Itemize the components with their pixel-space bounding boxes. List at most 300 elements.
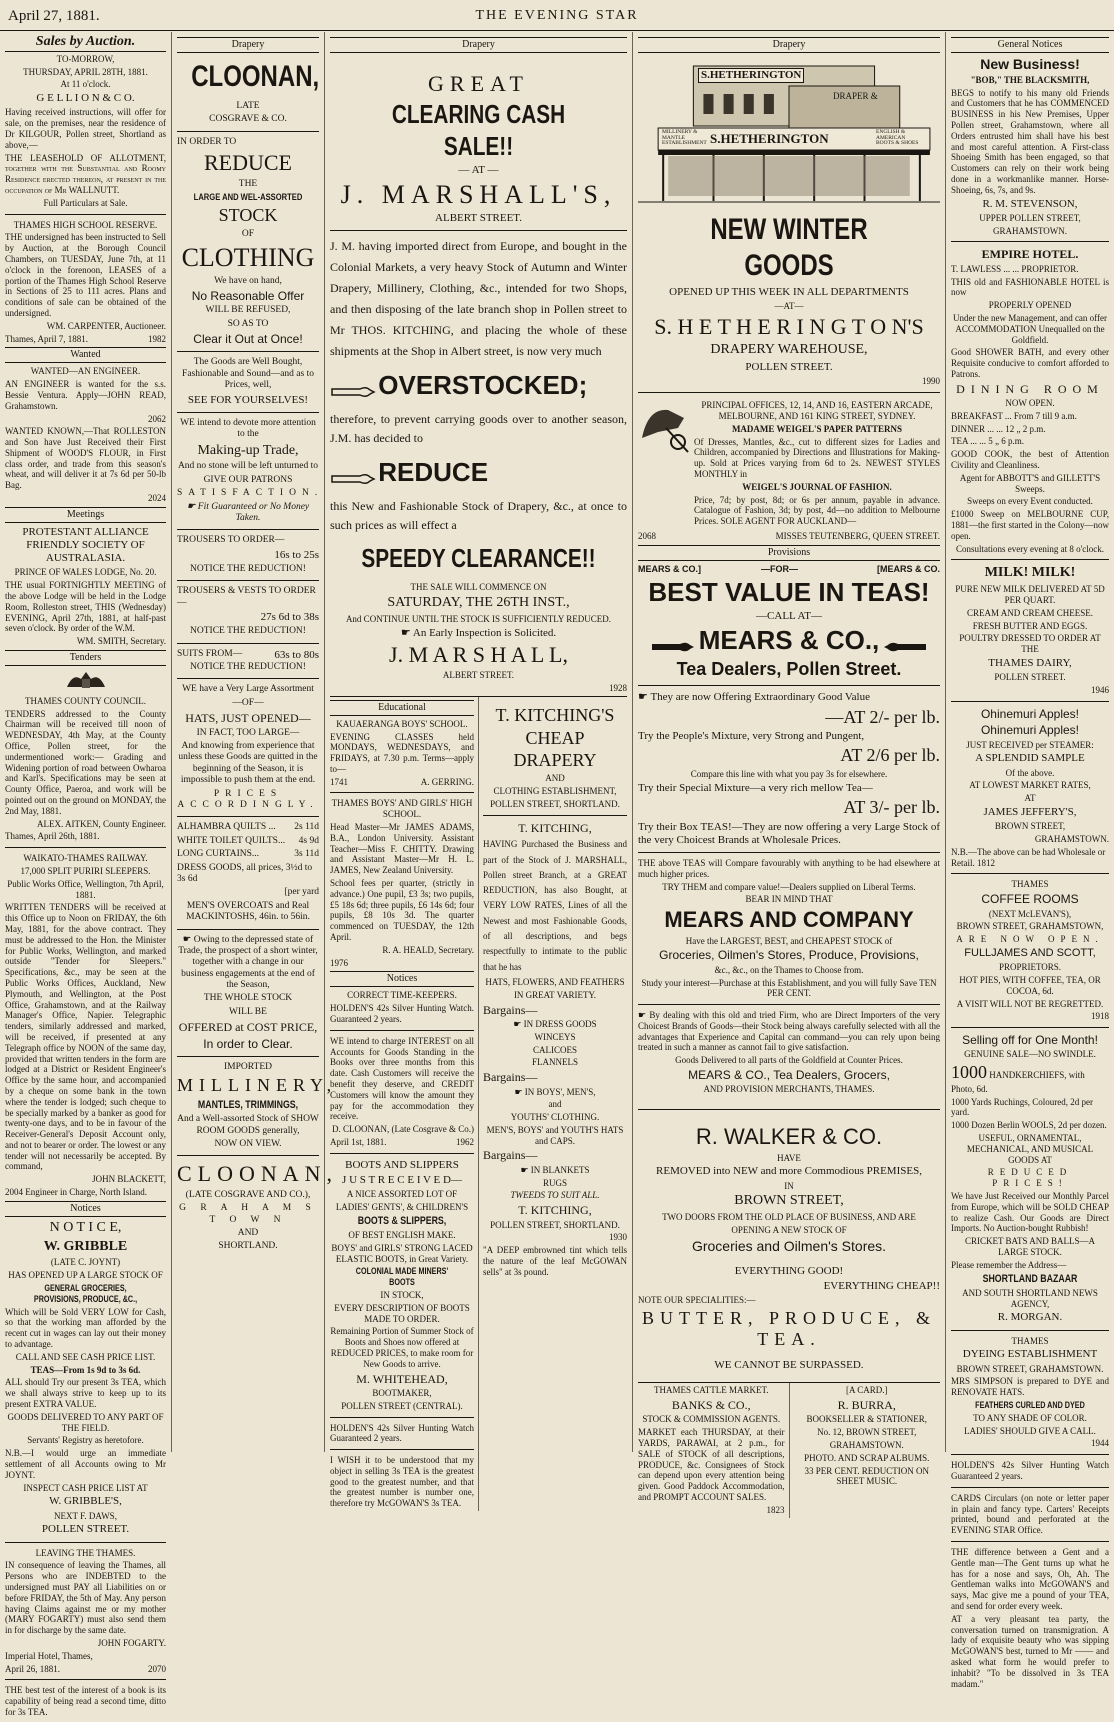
clear2-text: In order to Clear. <box>203 1036 293 1051</box>
above-text: THE above TEAS will Compare favourably with anything to be had elsewhere at much higher prices. <box>638 857 940 879</box>
gribble-late: (LATE C. JOYNT) <box>50 1257 121 1268</box>
refused-text: WILL BE REFUSED, <box>205 305 291 316</box>
pointing-hand-icon: ☛ <box>514 1086 523 1097</box>
morgan-text: R. MORGAN. <box>997 1311 1063 1324</box>
difference-text: THE difference between a Gent and a Gentle man—The Gent turns up what he has for a nose and says, Oh, Ah. The Gentleman walks into McGOWAN'S and says, Mac give me a pound of your TEA, and send for order every week. <box>951 1546 1109 1611</box>
trousers-price: 16s to 25s <box>274 548 319 561</box>
pollen-text: POLLEN STREET. <box>745 361 833 374</box>
give-text: GIVE OUR PATRONS <box>203 474 293 485</box>
walker-cheap: EVERYTHING CHEAP!! <box>823 1279 940 1292</box>
whole-text: THE WHOLE STOCK <box>203 993 293 1004</box>
stock-text: STOCK <box>218 205 278 226</box>
interest-no: 1962 <box>456 1137 474 1147</box>
pointing-hand-icon <box>882 637 928 657</box>
wehave-text: We have on hand, <box>214 275 282 286</box>
sign-top: S.HETHERINGTON <box>698 68 804 83</box>
fulljames-title: FULLJAMES AND SCOTT, <box>964 946 1096 959</box>
sweeps-text: Sweeps on every Event conducted. <box>967 496 1093 507</box>
fit-text: ☛ Fit Guaranteed or No Money Taken. <box>186 501 310 523</box>
burra-role: BOOKSELLER & STATIONER, <box>806 1414 928 1425</box>
wools-text: 1000 Dozen Berlin WOOLS, 2d per dozen. <box>951 1120 1107 1131</box>
trousers-label: TROUSERS TO ORDER— <box>177 535 285 546</box>
walker-cannot: WE CANNOT BE SURPASSED. <box>714 1358 864 1371</box>
masthead <box>0 0 1114 31</box>
burra-photo: PHOTO. AND SCRAP ALBUMS. <box>804 1452 930 1463</box>
pointing-hand-icon: ☛ <box>638 691 648 704</box>
above-text-5: Of the above. <box>1005 767 1055 778</box>
speedy-text: SPEEDY CLEARANCE!! <box>361 542 596 573</box>
milk-title: MILK! MILK! <box>984 565 1076 581</box>
educational-header: Educational <box>330 700 474 716</box>
new-business: New Business! <box>980 56 1080 72</box>
leaving-body: IN consequence of leaving the Thames, all Persons who are INDEBTED to the undersigned must PAY all Liabilities on or before FRIDAY, the 5th of May. Any person having Claims against me or my mother (MARY FOGARTY) must also send them in for discharge by the same date. <box>5 1560 166 1636</box>
sale-date: SATURDAY, THE 26TH INST., <box>387 594 570 610</box>
dye-thames: THAMES <box>1011 1335 1049 1346</box>
deep-text: "A DEEP embrowned tint which tells the nature of the leaf McGOWAN sells" at 3s pound. <box>483 1245 627 1277</box>
cloonan-cosgrave: COSGRAVE & CO. <box>209 114 287 125</box>
vests-label: TROUSERS & VESTS TO ORDER— <box>177 586 316 608</box>
empire-bath: Good SHOWER BATH, and every other Requisite conducive to comfort afforded to Patrons. <box>951 347 1109 379</box>
gribble-opened: HAS OPENED UP A LARGE STOCK OF <box>8 1270 163 1281</box>
goods-text: The Goods are Well Bought, Fashionable and Sound—and as to Prices, well, <box>182 357 314 391</box>
sign-left: MILLINERY & MANTLE ESTABLISHMENT <box>662 129 707 146</box>
dyeing-title: DYEING ESTABLISHMENT <box>962 1348 1098 1361</box>
commence-text: THE SALE WILL COMMENCE ON <box>410 582 547 593</box>
steamer-text: JUST RECEIVED per STEAMER: <box>966 739 1094 750</box>
try-2: Try their Special Mixture—a very rich mellow Tea— <box>638 781 873 794</box>
kitching-street-3: POLLEN STREET, SHORTLAND. <box>490 1219 620 1230</box>
town-text: G R A H A M S T O W N <box>179 1203 317 1225</box>
notice-1: NOTICE THE REDUCTION! <box>190 563 306 574</box>
walker-everything: EVERYTHING GOOD! <box>734 1264 844 1277</box>
dairy-title: THAMES DAIRY, <box>988 657 1072 670</box>
rail-sign2: Engineer in Charge, North Island. <box>25 1187 148 1198</box>
leaving-no: 2070 <box>148 1663 166 1674</box>
apples-title-2: Ohinemuri Apples! <box>980 723 1080 738</box>
monthly-text: We have Just Received our Monthly Parcel from Europe, which will be SOLD CHEAP to realize Cash. Our Goods are Direct Imports. No Auction-bought Rubbish! <box>951 1191 1109 1234</box>
hs-fees: School fees per quarter, (strictly in advance.) One pupil, £3 3s; two pupils, £5 18s 6d; three pupils, £6 14s 6d; four pupils, £8 10s 3d. The quarter commenced on TUESDAY, the 12th April. <box>330 878 474 943</box>
compare-text: Compare this line with what you pay 3s for elsewhere. <box>690 768 888 779</box>
bargains-2-a: ☛ IN BOYS', MEN'S, <box>514 1086 596 1097</box>
rail-title: WAIKATO-THAMES RAILWAY. <box>23 853 148 864</box>
gribble-at: W. GRIBBLE'S, <box>49 1495 122 1508</box>
call-at: —CALL AT— <box>756 609 822 622</box>
pointing-hand-icon: ☛ <box>638 1010 647 1021</box>
bargains-1-d: FLANNELS <box>531 1057 578 1068</box>
kitching-hats: HATS, FLOWERS, AND FEATHERS <box>485 976 625 987</box>
whitehead-name: M. WHITEHEAD, <box>356 1371 448 1386</box>
marshall-no: 1928 <box>609 682 627 693</box>
bazaar-title: SHORTLAND BAZAAR <box>982 1272 1078 1285</box>
drapery-warehouse: DRAPERY WAREHOUSE, <box>710 342 868 358</box>
ladies-call: LADIES' SHOULD GIVE A CALL. <box>964 1425 1096 1436</box>
dairy-no: 1946 <box>1091 685 1109 696</box>
bob-body: BEGS to notify to his many old Friends and Customers that he has COMMENCED BUSINESS in his New Premises, Upper Pollen street, Grahamstown, where all Orders entrusted him shall have his best and most careful attention. A First-class Shoeing Smith has been engaged, so that Customers can rely on their work being done in a workmanlike manner. Horse-Shoeing, 6s, 7s, and 9s. <box>951 87 1109 195</box>
prices-text: PRICES ACCORDINGLY. <box>177 788 319 810</box>
news-text: AND SOUTH SHORTLAND NEWS AGENCY, <box>962 1287 1098 1309</box>
hs-sign: R. A. HEALD, Secretary. <box>382 944 474 955</box>
burra-discount: 33 PER CENT. REDUCTION ON SHEET MUSIC. <box>804 1465 930 1487</box>
leaving-date: April 26, 1881. <box>5 1663 60 1674</box>
sign-draper: DRAPER & <box>833 91 878 101</box>
useful-text: USEFUL, ORNAMENTAL, MECHANICAL, AND MUSICAL GOODS AT <box>966 1133 1094 1165</box>
wanted-no: 2062 <box>148 413 166 424</box>
tenders-header: Tenders <box>5 650 166 666</box>
bargains-2-b: and <box>548 1099 562 1110</box>
received-text: J U S T R E C E I V E D— <box>342 1173 462 1186</box>
coffee-next: (NEXT McLEVAN'S), <box>988 908 1072 919</box>
watch-title: CORRECT TIME-KEEPERS. <box>347 990 457 1001</box>
rail-office: Public Works Office, Wellington, 7th April, 1881. <box>7 878 164 900</box>
offering-text: ☛ They are now Offering Extraordinary Good Value <box>638 691 870 704</box>
provisions-header: Provisions <box>638 545 940 561</box>
meet-sign: WM. SMITH, Secretary. <box>76 636 166 647</box>
pointing-hand-icon: ☛ <box>186 501 196 512</box>
study-text: Study your interest—Purchase at this Establishment, and you will fully Save TEN PER CENT. <box>641 977 937 999</box>
gribble-name: W. GRIBBLE <box>43 1238 128 1254</box>
walker-removed: REMOVED into NEW and more Commodious PREMISES, <box>656 1165 922 1178</box>
bargains-2: Bargains— <box>483 1070 538 1085</box>
reserve-no: 1982 <box>148 333 166 344</box>
assorted-text: A NICE ASSORTED LOT OF <box>346 1189 458 1200</box>
column-4 <box>633 32 946 1515</box>
auction-header: Sales by Auction. <box>5 34 166 52</box>
watch2-text: HOLDEN'S 42s Silver Hunting Watch Guaranteed 2 years. <box>330 1422 474 1444</box>
dye-no: 1944 <box>1091 1438 1109 1449</box>
fj-prop: PROPRIETORS. <box>998 962 1062 973</box>
shade-text: TO ANY SHADE OF COLOR. <box>973 1412 1087 1423</box>
kitching-clothing: CLOTHING ESTABLISHMENT, <box>493 786 617 797</box>
cloonan-title: CLOONAN, <box>191 60 320 93</box>
owing-text: ☛ Owing to the depressed state of Trade, the prospect of a short winter, together with a change in our business engagements at the end of the Season, <box>178 934 318 991</box>
empire-open: PROPERLY OPENED <box>988 300 1072 311</box>
banks-title: BANKS & CO., <box>671 1397 751 1412</box>
reduce-line: REDUCE <box>330 457 627 489</box>
wish-text: I WISH it to be understood that my object in selling 3s TEA is the greatest good to the greatest number, and that the greatest number is number one, therefore try McGOWAN'S 3s TEA. <box>330 1455 474 1509</box>
kau-no: 1741 <box>330 776 348 787</box>
dining-title: DINING ROOM <box>956 381 1104 396</box>
leaving-place: Imperial Hotel, Thames, <box>5 1650 93 1661</box>
walker-in: IN <box>784 1180 794 1191</box>
clear-text: Clear it Out at Once! <box>193 332 303 347</box>
dealing-text: ☛ By dealing with this old and tried Firm, who are Direct Importers of the very Choicest Brands of Goods—their Stock being always carefully selected with all the advantages that Experience and Capital can command—you can rely upon being treated in such a manner as cannot fail to give satisfaction. <box>638 1010 940 1053</box>
english-text: OF BEST ENGLISH MAKE. <box>348 1229 456 1240</box>
at-text-5: AT <box>1024 793 1036 804</box>
instock-text: IN STOCK, <box>380 1289 424 1300</box>
albert-street-2: ALBERT STREET. <box>442 670 515 681</box>
suits-label: SUITS FROM— 63s to 80s <box>177 648 319 661</box>
notices-header-3: Notices <box>330 971 474 987</box>
breakfast-text: BREAKFAST ... From 7 till 9 a.m. <box>951 410 1077 421</box>
hetherington-title: S. H E T H E R I N G T O N'S <box>654 313 924 339</box>
consult-text: Consultations every evening at 8 o'clock. <box>955 543 1105 554</box>
remember-text: Please remember the Address— <box>951 1259 1067 1270</box>
pointing-hand-icon <box>330 469 376 489</box>
walker-butter: BUTTER, PRODUCE, & TEA. <box>641 1307 936 1350</box>
council-date: Thames, April 26th, 1881. <box>5 831 100 842</box>
colonial-text: COLONIAL MADE MINERS' BOOTS <box>355 1266 449 1288</box>
lawless-text: T. LAWLESS ... ... PROPRIETOR. <box>951 263 1079 274</box>
kitching-body: HAVING Purchased the Business and part of the Stock of J. MARSHALL, Pollen street Branch, at a GREAT REDUCTION, has also Bought, at VERY LOW RATES, Lines of all the Newest and most Fashionable Goods, of all descriptions, and begs respectfully to intimate to the public that he has <box>483 839 627 972</box>
drapery-header-3: Drapery <box>330 37 627 53</box>
making-text: Making-up Trade, <box>197 442 299 458</box>
visit-text: A VISIT WILL NOT BE REGRETTED. <box>956 998 1104 1009</box>
wanted-header: Wanted <box>5 347 166 363</box>
issue-date: April 27, 1881. <box>8 8 100 24</box>
item-4-unit: [per yard <box>284 887 319 898</box>
kau-sign: A. GERRING. <box>420 776 474 787</box>
gribble-notice: N O T I C E, <box>49 1219 122 1235</box>
bargains-2-c: YOUTHS' CLOTHING. <box>510 1112 600 1123</box>
the-text: THE <box>238 178 258 189</box>
pointing-hand-icon: ☛ <box>513 1018 522 1029</box>
mears-prov: AND PROVISION MERCHANTS, THAMES. <box>703 1084 875 1095</box>
leaving-title: LEAVING THE THAMES. <box>35 1547 136 1558</box>
drapery-header-4: Drapery <box>638 37 940 53</box>
kitching-no: 1930 <box>609 1232 627 1243</box>
dye-addr: BROWN STREET, GRAHAMSTOWN. <box>956 1363 1104 1374</box>
hats-of: —OF— <box>232 697 264 708</box>
kitching-variety: IN GREAT VARIETY. <box>513 989 597 1000</box>
best-value: BEST VALUE IN TEAS! <box>648 576 930 607</box>
empire-title: EMPIRE HOTEL. <box>981 247 1079 262</box>
hats-body: And knowing from experience that unless these Goods are quitted in the beginning of the Season, it is impossible to push them at the end. <box>178 741 318 786</box>
walker-opening: OPENING A NEW STOCK OF <box>731 1225 847 1236</box>
thames-text: &c., &c., on the Thames to Choose from. <box>714 964 864 975</box>
hs-title: THAMES BOYS' AND GIRLS' HIGH SCHOOL. <box>331 798 473 820</box>
cloonan-late-2: (LATE COSGRAVE AND CO.), <box>185 1189 311 1200</box>
walker-title: R. WALKER & CO. <box>695 1124 883 1150</box>
bob-title: "BOB," THE BLACKSMITH, <box>970 74 1090 85</box>
continue-text: And CONTINUE UNTIL THE STOCK IS SUFFICIENTLY REDUCED. <box>345 613 612 624</box>
notices-header: Notices <box>5 1201 166 1217</box>
gribble-goods: GOODS DELIVERED TO ANY PART OF THE FIELD. <box>7 1411 164 1433</box>
shop-illustration <box>638 56 940 206</box>
banks-role: STOCK & COMMISSION AGENTS. <box>642 1414 781 1425</box>
bottom-text: THE best test of the interest of a book is its capability of being read a second time, ditto for 3s TEA. <box>5 1685 166 1717</box>
leaving-sign: JOHN FOGARTY. <box>97 1637 166 1648</box>
order-text: IN ORDER TO <box>177 136 237 147</box>
bear-text: BEAR IN MIND THAT <box>745 894 833 905</box>
trythem-text: TRY THEM and compare value!—Dealers supplied on Liberal Terms. <box>662 881 916 892</box>
reserve-sign: WM. CARPENTER, Auctioneer. <box>46 320 166 331</box>
boots-slippers: BOOTS & SLIPPERS, <box>357 1214 447 1227</box>
general-notices-header: General Notices <box>951 37 1109 53</box>
marshall-title-2: J. M A R S H A L L, <box>389 641 568 667</box>
agent-text: Agent for ABBOTT'S and GILLETT'S Sweeps. <box>959 472 1101 494</box>
column-1 <box>0 32 172 1717</box>
clothing-text: CLOTHING <box>181 243 315 273</box>
mears-and-company: MEARS AND COMPANY <box>664 907 914 933</box>
delivered-text: Goods Delivered to all parts of the Goldfield at Counter Prices. <box>675 1055 903 1066</box>
party-text: AT a very pleasant tea party, the conversation turned on transmigration. A lady of exquisite beauty who was sipping McGOWAN'S best, turned to Mr —— and asked what form he would prefer to inhabit? "To be dissolved in 3s TEA madam." <box>951 1613 1109 1689</box>
bargains-3-a: ☛ IN BLANKETS <box>520 1164 590 1175</box>
mears-right: [MEARS & CO. <box>877 563 940 574</box>
albert-street: ALBERT STREET. <box>435 212 522 225</box>
genuine-text: GENUINE SALE—NO SWINDLE. <box>964 1049 1096 1060</box>
rail-no: 2004 <box>5 1187 23 1198</box>
rail-sub: 17,000 SPLIT PURIRI SLEEPERS. <box>20 865 151 876</box>
mears-left: MEARS & CO.] <box>638 563 701 574</box>
sale-text: CLEARING CASH SALE!! <box>391 99 566 161</box>
council-sign: ALEX. AITKEN, County Engineer. <box>37 818 166 829</box>
kitching-cheap: CHEAP DRAPERY <box>513 728 597 770</box>
coffee-thames: THAMES <box>1011 879 1049 890</box>
meetings-header: Meetings <box>5 507 166 523</box>
apples-title: Ohinemuri Apples! <box>980 706 1080 721</box>
auction-body: Having received instructions, will offer for sale, on the premises, near the residence of Dr KILGOUR, Pollen street, Shortland as above,— <box>5 107 166 150</box>
gribble-call: CALL AND SEE CASH PRICE LIST. <box>15 1351 156 1362</box>
bob-addr: UPPER POLLEN STREET, <box>979 212 1081 223</box>
boots-title: BOOTS AND SLIPPERS <box>345 1158 459 1171</box>
hand-scissors-icon <box>638 398 694 529</box>
bargains-3: Bargains— <box>483 1148 538 1163</box>
mears-title-line: MEARS & CO., <box>638 625 940 657</box>
coffee-open: ARE NOW OPEN. <box>956 934 1104 945</box>
gribble-stock: GENERAL GROCERIES, PROVISIONS, PRODUCE, &C., <box>33 1283 138 1304</box>
walker-note: NOTE OUR SPECIALITIES:— <box>638 1295 756 1305</box>
poultry-text: POULTRY DRESSED TO ORDER AT THE <box>959 633 1101 655</box>
weigel-title: MADAME WEIGEL'S PAPER PATTERNS <box>731 423 903 434</box>
cost-text: OFFERED at COST PRICE, <box>178 1020 318 1035</box>
walker-doors: TWO DOORS FROM THE OLD PLACE OF BUSINESS, AND ARE <box>662 1212 916 1223</box>
have-text: Have the LARGEST, BEST, and CHEAPEST STOCK of <box>685 935 893 946</box>
nb-text: N.B.—The above can be had Wholesale or Retail. 1812 <box>951 846 1106 868</box>
cards-text: CARDS Circulars (on note or letter paper in plain and fancy type. Carters' Receipts printed, bound and perforated at the EVENING STAR Office. <box>951 1492 1109 1536</box>
jeffery-title: JAMES JEFFERY'S, <box>983 805 1077 818</box>
meet-lodge: PRINCE OF WALES LODGE, No. 20. <box>14 567 157 578</box>
feathers-text: FEATHERS CURLED AND DYED <box>975 1399 1085 1410</box>
cream-text: CREAM AND CREAM CHEESE. <box>966 607 1093 618</box>
view-text: NOW ON VIEW. <box>214 1138 282 1149</box>
simpson-text: MRS SIMPSON is prepared to DYE and RENOVATE HATS. <box>951 1376 1109 1398</box>
bargains-1: Bargains— <box>483 1002 538 1017</box>
vests-price: 27s 6d to 38s <box>260 611 319 624</box>
mears-for: FOR <box>770 563 789 574</box>
mantles-text: MANTLES, TRIMMINGS, <box>197 1099 299 1111</box>
watch-body: HOLDEN'S 42s Silver Hunting Watch. Guaranteed 2 years. <box>330 1003 474 1025</box>
marshall-title: J. MARSHALL'S, <box>340 179 617 209</box>
sign-right: ENGLISH & AMERICAN BOOTS & SHOES <box>876 129 919 146</box>
see-text: SEE FOR YOURSELVES! <box>187 393 309 406</box>
gribble-street: POLLEN STREET. <box>41 1523 130 1536</box>
tea-dealers: Tea Dealers, Pollen Street. <box>676 658 902 679</box>
gribble-body: Which will be Sold VERY LOW for Cash, so that the working man afforded by the recent cut in wages can lay out their money to advantage. <box>5 1306 166 1350</box>
reserve-title: THAMES HIGH SCHOOL RESERVE. <box>13 219 158 230</box>
paper-title: THE EVENING STAR <box>475 8 639 23</box>
auction-sub: Full Particulars at Sale. <box>43 197 128 208</box>
large-text: LARGE AND WEL-ASSORTED <box>193 191 303 203</box>
nostone-text: And no stone will be left unturned to <box>177 461 319 472</box>
interest-date: April 1st, 1881. <box>330 1137 387 1147</box>
reserve-date: Thames, April 7, 1881. <box>5 333 88 344</box>
gribble-try: ALL should Try our present 3s TEA, which we shall always strive to keep up to its present EXTRA VALUE. <box>5 1377 166 1410</box>
pointing-hand-icon <box>330 382 376 402</box>
burra-town: GRAHAMSTOWN. <box>829 1439 904 1450</box>
empire-mgmt: Under the new Management, and can offer ACCOMMODATION Unequalled on the Goldfield. <box>952 312 1108 345</box>
cattle-title: THAMES CATTLE MARKET. <box>653 1385 769 1396</box>
this-text: this New and Fashionable Stock of Drapery, &c., at once to such prices as will effect a <box>330 498 627 532</box>
auction-day: TO-MORROW, <box>56 53 115 64</box>
sample-text: A SPLENDID SAMPLE <box>975 752 1085 765</box>
pointing-hand-icon: ☛ <box>520 1164 529 1175</box>
drapery-header-2: Drapery <box>177 37 319 53</box>
cricket-text: CRICKET BATS AND BALLS—A LARGE STOCK. <box>964 1236 1096 1258</box>
willbe-text: WILL BE <box>229 1006 267 1017</box>
rail-sign: JOHN BLACKETT, <box>92 1174 166 1185</box>
whitehead-street: POLLEN STREET (CENTRAL). <box>341 1400 463 1411</box>
sweep1000-text: £1000 Sweep on MELBOURNE CUP, 1881—the first started in the Colony—now open. <box>951 509 1109 541</box>
price-1: —AT 2/- per lb. <box>825 706 940 727</box>
milk-body: PURE NEW MILK DELIVERED AT 5D PER QUART. <box>955 584 1105 606</box>
jeffery-street: BROWN STREET, <box>994 821 1066 832</box>
pointing-hand-icon <box>650 637 696 657</box>
weigel-journal: WEIGEL'S JOURNAL OF FASHION. <box>742 481 892 492</box>
walker-brown: BROWN STREET, <box>734 1193 844 1209</box>
wanted-body: AN ENGINEER is wanted for the s.s. Bessie Ventura. Apply—JOHN READ, Grahamstown. <box>5 379 166 411</box>
column-5 <box>946 32 1114 1689</box>
wanted2-body: WANTED KNOWN,—That ROLLESTON and Son have Just Received their First Shipment of WOOD'S FLOUR, in First class order, and trade from this season's wheat, and will deliver it at 7s 6d per 50-lb Bag. <box>5 426 166 491</box>
kitching-and: AND <box>545 773 565 784</box>
dining-open: NOW OPEN. <box>1005 398 1055 409</box>
weigel-price: Price, 7d; by post, 8d; or 6s per annum, payable in advance. Catalogue of Fashion, 3d; by post, 4d—no addition to Melbourne Prices. SOLE AGENT FOR AUCKLAND— <box>694 494 940 527</box>
council-body: TENDERS addressed to the County Chairman will be received till noon of WEDNESDAY, 4th May, at the County Office, Pollen street, for the undermentioned work:— Grading and Widening portion of road between Owharoa and Karl's. Specifications may be seen at County Office, Paeroa, and work will be pointed out on the ground on MONDAY, the 2nd May, 1881. <box>5 708 166 816</box>
burra-addr: No. 12, BROWN STREET, <box>817 1427 917 1438</box>
therefore-text: therefore, to prevent carrying goods over to another season, J.M. has decided to <box>330 412 627 446</box>
at-text: — AT — <box>458 163 499 176</box>
reduced-text: REDUCED PRICES! <box>987 1167 1073 1189</box>
offer-text: No Reasonable Offer <box>191 288 305 303</box>
remaining-text: Remaining Portion of Summer Stock of Boots and Shoes now offered at REDUCED PRICES, to make room for New Goods to arrive. <box>330 1326 474 1369</box>
at-text-4: —AT— <box>774 301 804 312</box>
interest-body: WE intend to charge INTEREST on all Accounts for Goods Standing in the Books over three months from this date. Cash Customers will receive the benefit they deserve, and CREDIT Customers will know the amount they pay for the accommodation they receive. <box>330 1035 474 1122</box>
auction-lot: THE LEASEHOLD OF ALLOTMENT, together with the Substantial and Roomy Residence erected thereon, at present in the occupation of Mr WALLNUTT. <box>5 152 166 195</box>
banks-body: MARKET each THURSDAY, at their YARDS, PARAWAI, at 2 p.m., for SALE of STOCK of all descriptions, PRODUCE, &c. Consignees of Stock can depend upon every attention being given. Good Paddock Accommodation, and PROMPT ACCOUNT SALES. <box>638 1427 785 1502</box>
kau-body: EVENING CLASSES held MONDAYS, WEDNESDAYS, and FRIDAYS, at 7.30 p.m. Terms—apply to— <box>330 731 474 774</box>
yards-text: 1000 Yards Ruchings, Coloured, 2d per yard. <box>951 1096 1093 1118</box>
kitching-street: POLLEN STREET, SHORTLAND. <box>490 799 620 810</box>
millinery-text: MILLINERY, <box>177 1075 338 1096</box>
bargains-3-b: RUGS <box>542 1177 567 1188</box>
weigel-offices: PRINCIPAL OFFICES, 12, 14, AND 16, EASTERN ARCADE, MELBOURNE, AND 161 KING STREET, SYDNEY. <box>701 400 933 421</box>
auctioneer: G E L L I O N & C O. <box>36 92 135 105</box>
meet-body: THE usual FORTNIGHTLY MEETING of the above Lodge will be held in the Lodge Room, Rolleston street, THIS (Wednesday) EVENING, April 27th, 1881, at half-past seven o'clock. By order of the W.M. <box>5 580 166 634</box>
crest-icon <box>5 669 166 694</box>
holden-text: HOLDEN'S 42s Silver Hunting Watch Guaranteed 2 years. <box>951 1460 1109 1481</box>
coffee-title: COFFEE ROOMS <box>981 892 1079 907</box>
every-text: EVERY DESCRIPTION OF BOOTS MADE TO ORDER. <box>334 1302 470 1324</box>
try-3: Try their Box TEAS!—They are now offering a very Large Stock of the very Choicest Brands at Wholesale Prices. <box>638 820 940 846</box>
gribble-nb: N.B.—I would urge an immediate settlement of all Accounts owing to Mr JOYNT. <box>5 1448 166 1480</box>
tea-text: TEA ... ... 5 „ 6 p.m. <box>951 436 1024 447</box>
hs-body: Head Master—Mr JAMES ADAMS, B.A., London University. Assistant Teacher—Miss F. CHITTY. Drawing and Assistant Master—Mr H. L. JAMES, New Zealand University. <box>330 822 474 876</box>
council-title: THAMES COUNTY COUNCIL. <box>25 695 146 706</box>
dairy-street: POLLEN STREET. <box>994 672 1066 683</box>
cook-text: GOOD COOK, the best of Attention Civility and Cleanliness. <box>951 449 1109 471</box>
banks-no: 1823 <box>766 1504 785 1515</box>
whitehead-role: BOOTMAKER, <box>372 1387 432 1398</box>
wanted-title: WANTED—AN ENGINEER. <box>30 366 141 377</box>
burra-title: R. BURRA, <box>837 1397 896 1412</box>
bob-name: R. M. STEVENSON, <box>982 197 1078 210</box>
hetherington-no: 1990 <box>922 376 940 387</box>
sign-mid: S.HETHERINGTON <box>710 131 829 146</box>
bargains-1-a: ☛ IN DRESS GOODS <box>513 1018 597 1029</box>
tweeds-text: TWEEDS TO SUIT ALL. <box>510 1190 600 1201</box>
column-3 <box>325 32 633 1509</box>
satisfaction-text: SATISFACTION. <box>177 488 324 499</box>
item-2: WHITE TOILET QUILTS... 4s 9d <box>177 835 319 846</box>
